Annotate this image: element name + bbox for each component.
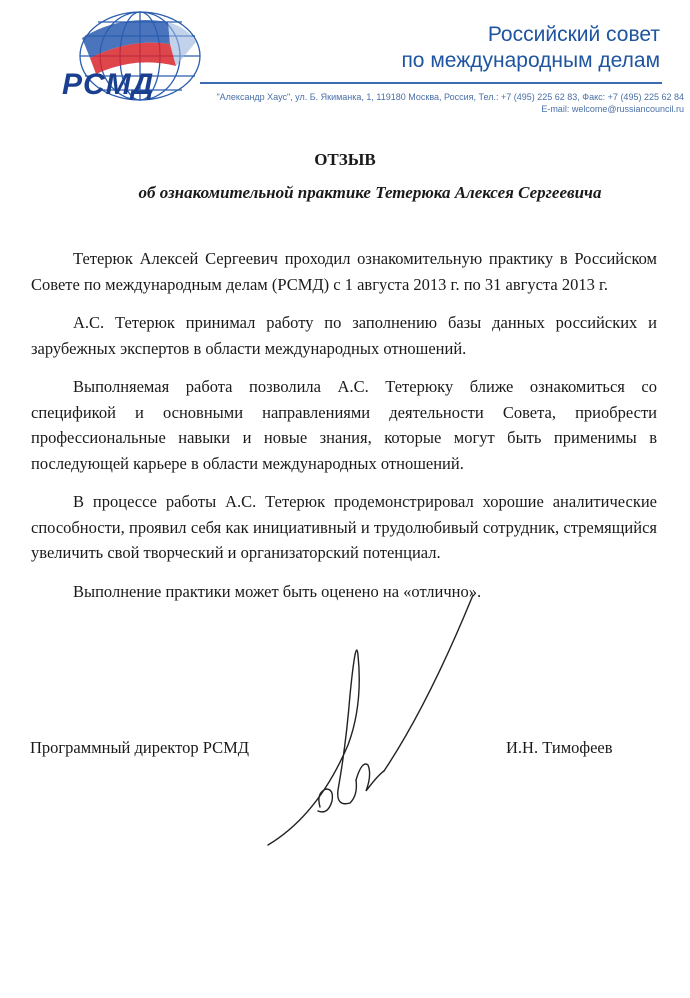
address-line: "Александр Хаус", ул. Б. Якиманка, 1, 119180 Москва, Россия, Тел.: +7 (495) 225 62 83, Факс: +7 (495) 225 62 84: [216, 92, 684, 102]
signatory-name: И.Н. Тимофеев: [506, 738, 613, 757]
document-title: ОТЗЫВ: [314, 150, 376, 169]
org-name-line-2: по международным делам: [401, 49, 660, 72]
logo-text: РСМД: [62, 68, 155, 101]
paragraph-4: В процессе работы А.С. Тетерюк продемонстрировал хорошие аналитические способности, проявил себя как инициативный и трудолюбивый сотрудник, стремящийся увеличить свой творческий и организаторский потенциал.: [31, 492, 657, 562]
paragraph-3: Выполняемая работа позволила А.С. Тетерюку ближе ознакомиться со спецификой и основными направлениями деятельности Совета, приобрести профессиональные навыки и новые знания, которые могут быть применимы в последующей карьере в области международных отношений.: [31, 377, 657, 473]
document-body: [31, 246, 657, 617]
contact-address: [216, 91, 684, 115]
signatory-role: Программный директор РСМД: [30, 738, 250, 757]
paragraph-2: А.С. Тетерюк принимал работу по заполнению базы данных российских и зарубежных экспертов в области международных отношений.: [31, 313, 657, 358]
rsmd-logo: [30, 8, 210, 108]
handwritten-signature: [258, 575, 488, 855]
paragraph-1: Тетерюк Алексей Сергеевич проходил ознакомительную практику в Российском Совете по международным делам (РСМД) с 1 августа 2013 г. по 31 августа 2013 г.: [31, 249, 657, 294]
organization-name: [401, 22, 660, 74]
email-line: E-mail: welcome@russiancouncil.ru: [541, 104, 684, 114]
org-name-line-1: Российский совет: [487, 23, 660, 46]
document-subtitle: об ознакомительной практике Тетерюка Алексея Сергеевича: [138, 183, 602, 202]
paragraph-5: Выполнение практики может быть оценено на «отлично».: [73, 581, 482, 601]
header-divider: [200, 82, 662, 84]
letterhead: [0, 0, 690, 140]
